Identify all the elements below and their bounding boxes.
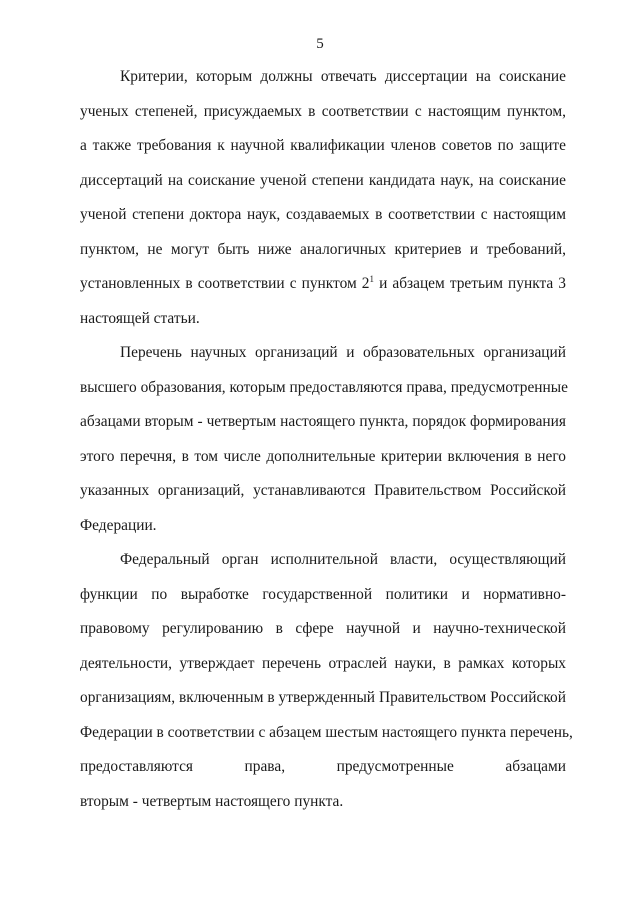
text-line: указанных организаций, устанавливаются Правительством Российской <box>80 482 566 499</box>
text-line: настоящей статьи. <box>80 309 200 327</box>
text-line: вторым - четвертым настоящего пункта. <box>80 792 344 810</box>
text-line: а также требования к научной квалификации членов советов по защите <box>80 137 566 154</box>
text-line: Федерации в соответствии с абзацем шестым настоящего пункта перечень, <box>80 723 573 741</box>
page-number: 5 <box>316 36 324 52</box>
text-line: пунктом, не могут быть ниже аналогичных критериев и требований, <box>80 240 566 258</box>
text-line: ученых степеней, присуждаемых в соответствии с настоящим пунктом, <box>80 102 566 120</box>
text-line: высшего образования, которым предоставляются права, предусмотренные <box>80 378 568 396</box>
text-fragment: и абзацем третьим пункта 3 <box>374 275 566 292</box>
text-line: Федерации. <box>80 516 157 534</box>
paragraph-2 <box>80 336 566 543</box>
paragraph-1 <box>80 60 566 336</box>
text-line: правовому регулированию в сфере научной и научно-технической <box>80 620 566 637</box>
text-line: ученой степени доктора наук, создаваемых в соответствии с настоящим <box>80 206 566 223</box>
text-line: деятельности, утверждает перечень отраслей науки, в рамках которых <box>80 654 566 672</box>
paragraph-3 <box>80 543 573 819</box>
text-line: Критерии, которым должны отвечать диссертации на соискание <box>120 68 566 85</box>
document-body <box>80 60 573 819</box>
text-line: этого перечня, в том числе дополнительные критерии включения в него <box>80 447 566 465</box>
text-line: функции по выработке государственной политики и нормативно- <box>80 585 566 603</box>
text-line: Перечень научных организаций и образовательных организаций <box>120 344 566 361</box>
text-fragment: установленных в соответствии с пунктом 2 <box>80 275 370 292</box>
text-line: Федеральный орган исполнительной власти, осуществляющий <box>120 551 566 568</box>
text-line: предоставляются права, предусмотренные абзацами <box>80 758 566 775</box>
superscript-reference: 1 <box>369 274 374 284</box>
text-line-with-footnote <box>80 267 566 302</box>
text-line: диссертаций на соискание ученой степени кандидата наук, на соискание <box>80 171 566 189</box>
text-line: организациям, включенным в утвержденный Правительством Российской <box>80 689 566 706</box>
text-line: абзацами вторым - четвертым настоящего пункта, порядок формирования <box>80 413 566 430</box>
